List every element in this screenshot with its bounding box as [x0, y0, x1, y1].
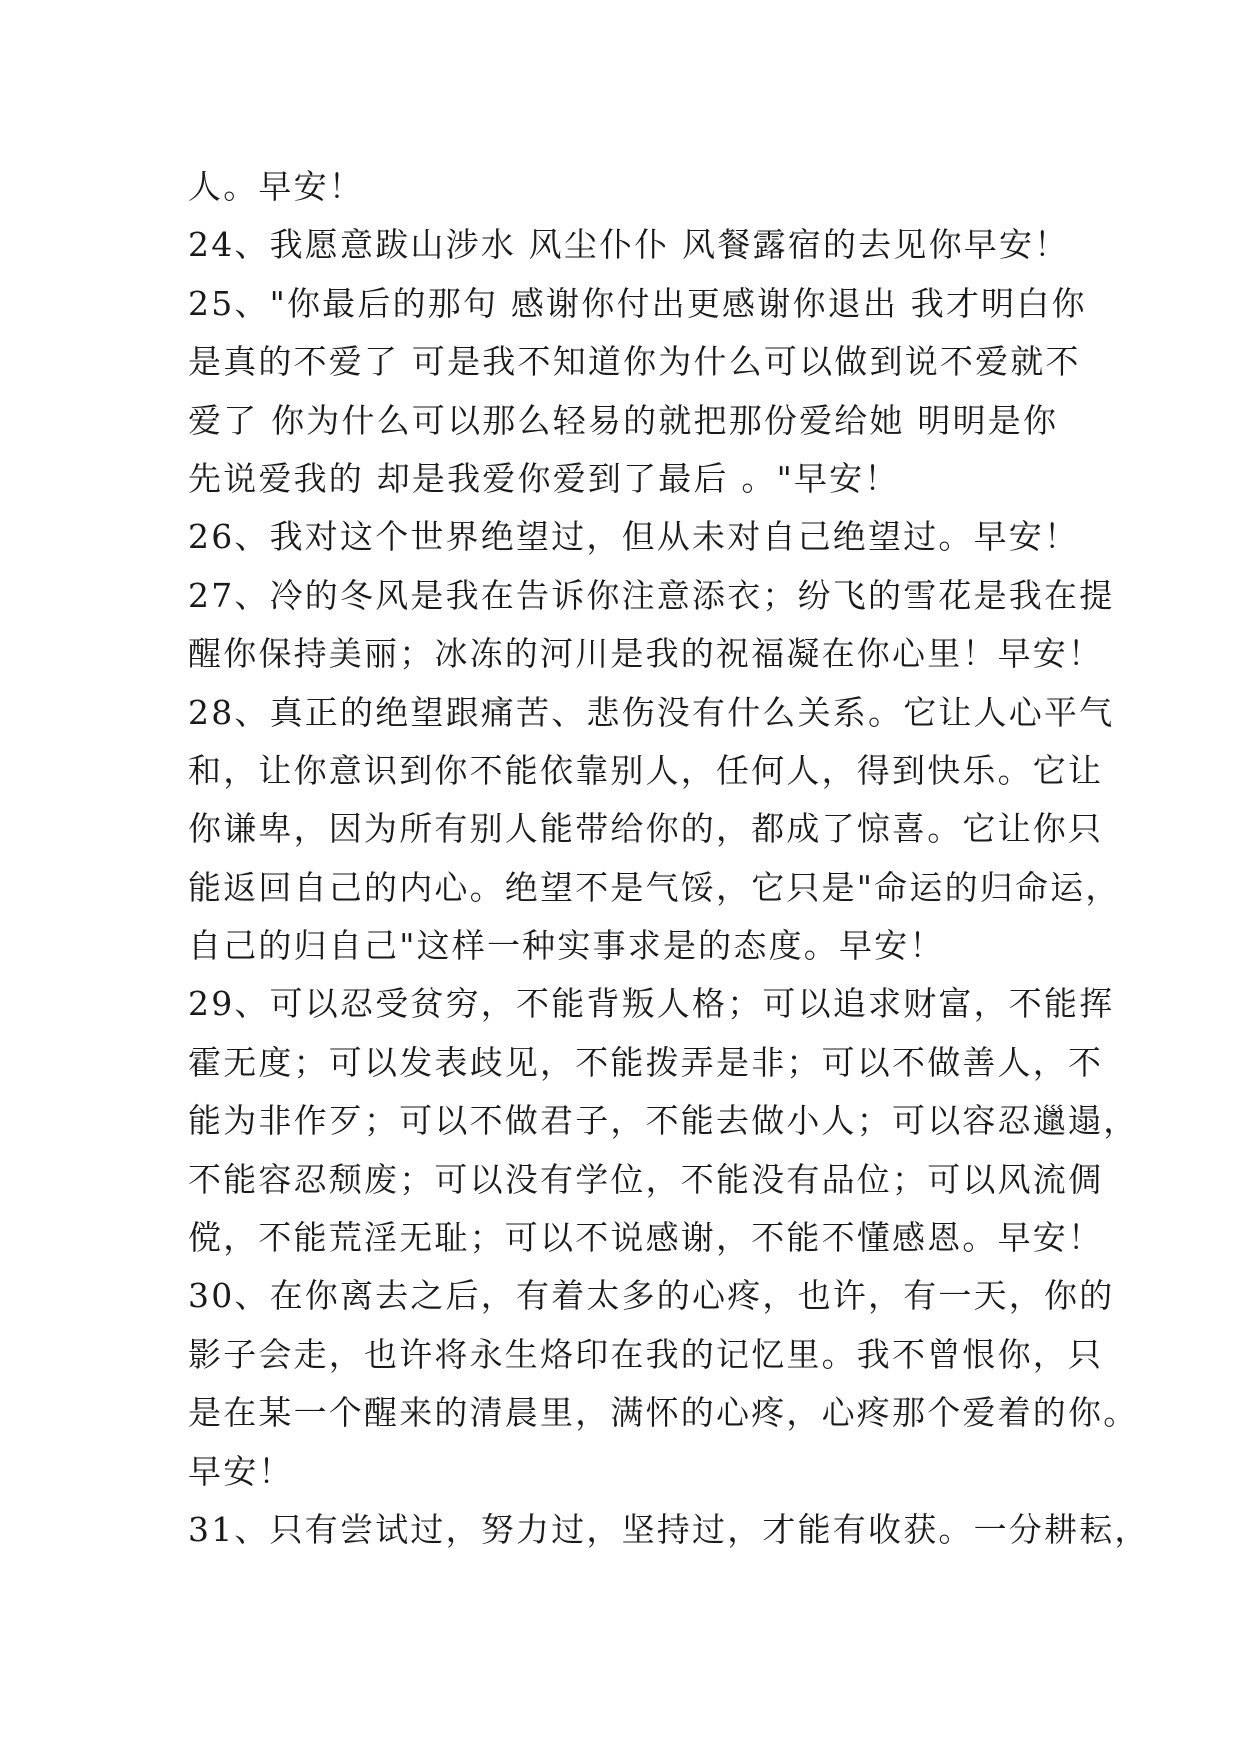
text-line: 能为非作歹；可以不做君子，不能去做小人；可以容忍邋遢，	[188, 1101, 1139, 1141]
text-line: 25、"你最后的那句 感谢你付出更感谢你退出 我才明白你	[188, 283, 1087, 323]
text-line: 傥，不能荒淫无耻；可以不说感谢，不能不懂感恩。早安！	[188, 1218, 1104, 1258]
text-line: 人。早安！	[188, 167, 364, 206]
text-line: 是真的不爱了 可是我不知道你为什么可以做到说不爱就不	[188, 342, 1081, 382]
text-line: 是在某一个醒来的清晨里，满怀的心疼，心疼那个爱着的你。	[188, 1393, 1139, 1433]
text-line: 爱了 你为什么可以那么轻易的就把那份爱给她 明明是你	[188, 400, 1059, 440]
text-line: 先说爱我的 却是我爱你爱到了最后 。"早安！	[188, 458, 900, 498]
text-line: 早安！	[188, 1451, 294, 1491]
text-line: 和，让你意识到你不能依靠别人，任何人，得到快乐。它让	[188, 750, 1104, 790]
text-line: 影子会走，也许将永生烙印在我的记忆里。我不曾恨你，只	[188, 1334, 1104, 1374]
text-line: 你谦卑，因为所有别人能带给你的，都成了惊喜。它让你只	[188, 809, 1104, 849]
text-line: 27、冷的冬风是我在告诉你注意添衣；纷飞的雪花是我在提	[188, 575, 1115, 615]
text-line: 24、我愿意跋山涉水 风尘仆仆 风餐露宿的去见你早安！	[188, 225, 1070, 265]
text-line: 31、只有尝试过，努力过，坚持过，才能有收获。一分耕耘，	[188, 1509, 1150, 1549]
text-line: 28、真正的绝望跟痛苦、悲伤没有什么关系。它让人心平气	[188, 692, 1115, 732]
text-line: 自己的归自己"这样一种实事求是的态度。早安！	[188, 926, 945, 966]
text-line: 能返回自己的内心。绝望不是气馁，它只是"命运的归命运，	[188, 867, 1121, 907]
text-line: 醒你保持美丽；冰冻的河川是我的祝福凝在你心里！早安！	[188, 634, 1104, 674]
text-line: 30、在你离去之后，有着太多的心疼，也许，有一天，你的	[188, 1276, 1115, 1316]
text-line: 霍无度；可以发表歧见，不能拨弄是非；可以不做善人，不	[188, 1042, 1104, 1082]
document-body	[188, 158, 1150, 1559]
text-line: 不能容忍颓废；可以没有学位，不能没有品位；可以风流倜	[188, 1159, 1104, 1199]
text-line: 29、可以忍受贫穷，不能背叛人格；可以追求财富，不能挥	[188, 984, 1115, 1024]
text-line: 26、我对这个世界绝望过，但从未对自己绝望过。早安！	[188, 517, 1080, 557]
